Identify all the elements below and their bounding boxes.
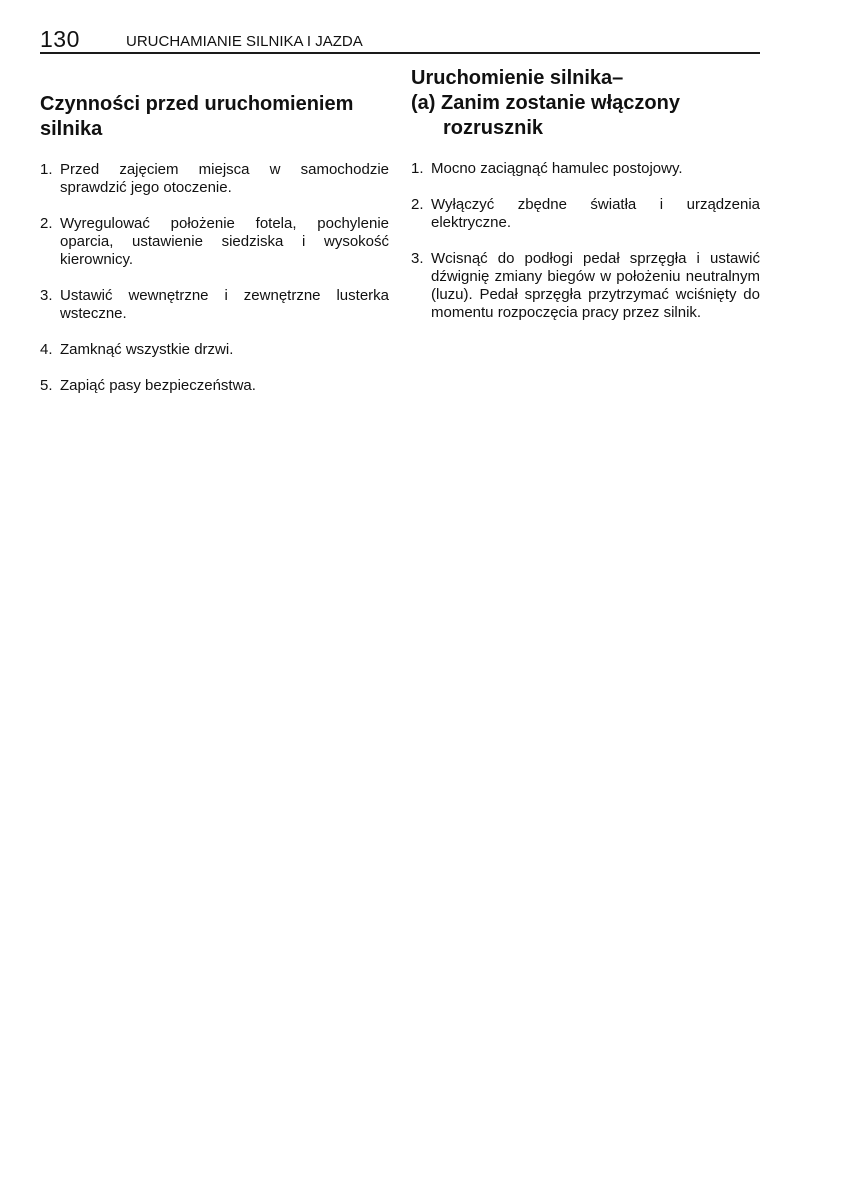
step-text: Wyłączyć zbędne światła i urządzenia elektryczne.	[431, 196, 760, 231]
step-number: 5.	[40, 377, 53, 394]
step-number: 3.	[411, 250, 424, 267]
heading-line: silnika	[40, 118, 103, 140]
engine-start-steps	[411, 160, 760, 322]
list-item	[411, 160, 760, 178]
pre-start-heading	[40, 92, 389, 142]
step-number: 2.	[40, 215, 53, 232]
list-item	[411, 196, 760, 232]
step-number: 2.	[411, 196, 424, 213]
page-number: 130	[40, 26, 80, 52]
step-number: 1.	[411, 160, 424, 177]
step-number: 4.	[40, 341, 53, 358]
engine-start-heading	[411, 66, 760, 141]
step-text: Wcisnąć do podłogi pedał sprzęgła i ustawić dźwignię zmiany biegów w położeniu neutralnym (luzu). Pedał sprzęgła przytrzymać wciśnięty do momentu rozpoczęcia pracy przez silnik.	[431, 250, 760, 321]
step-text: Wyregulować położenie fotela, pochylenie oparcia, ustawienie siedziska i wysokość kierownicy.	[60, 215, 389, 268]
step-number: 3.	[40, 287, 53, 304]
step-text: Mocno zaciągnąć hamulec postojowy.	[431, 160, 683, 177]
heading-line: Uruchomienie silnika–	[411, 67, 624, 89]
right-column	[411, 66, 760, 340]
list-item	[40, 161, 389, 197]
left-column	[40, 66, 389, 413]
heading-line: rozrusznik	[443, 117, 544, 139]
list-item	[40, 215, 389, 269]
list-item	[40, 377, 389, 395]
heading-line: (a) Zanim zostanie włączony	[411, 92, 680, 114]
list-item	[40, 341, 389, 359]
list-item	[411, 250, 760, 322]
section-title: URUCHAMIANIE SILNIKA I JAZDA	[126, 33, 363, 50]
step-text: Zapiąć pasy bezpieczeństwa.	[60, 377, 256, 394]
step-text: Przed zajęciem miejsca w samochodzie sprawdzić jego otoczenie.	[60, 161, 389, 196]
step-text: Zamknąć wszystkie drzwi.	[60, 341, 234, 358]
heading-line: Czynności przed uruchomieniem	[40, 93, 354, 115]
pre-start-steps	[40, 161, 389, 395]
list-item	[40, 287, 389, 323]
page-header	[40, 26, 760, 54]
step-number: 1.	[40, 161, 53, 178]
step-text: Ustawić wewnętrzne i zewnętrzne lusterka wsteczne.	[60, 287, 389, 322]
